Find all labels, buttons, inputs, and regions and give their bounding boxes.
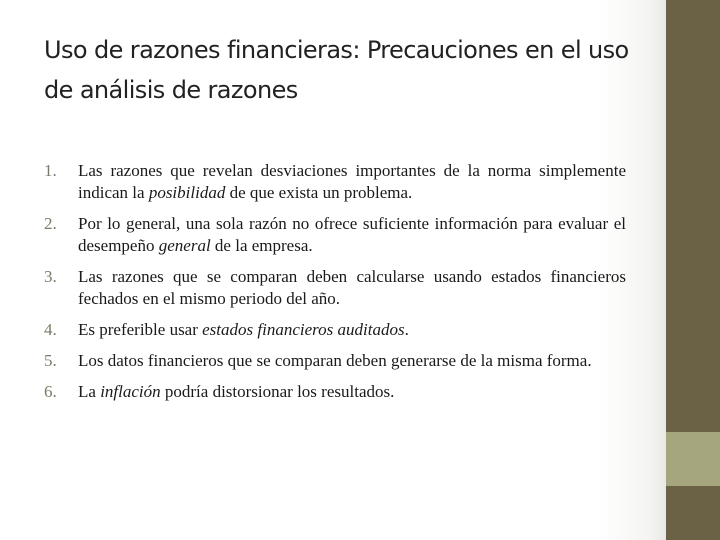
list-item-number: 3. [44, 267, 57, 286]
list-item [44, 213, 626, 257]
sidebar-accent-dark-top [666, 0, 720, 432]
sidebar-accent-dark-bottom [666, 486, 720, 540]
list-item-text: Las razones que se comparan deben calcularse usando estados financieros fechados en el mismo periodo del año. [78, 267, 626, 308]
list-item-text: La inflación podría distorsionar los resultados. [78, 382, 395, 401]
precautions-list [44, 160, 626, 412]
list-item-text: Es preferible usar estados financieros auditados. [78, 320, 409, 339]
list-item-number: 4. [44, 320, 57, 339]
list-item [44, 350, 626, 372]
slide-title: Uso de razones financieras: Precauciones en el uso de análisis de razones [44, 36, 629, 104]
list-item-number: 1. [44, 161, 57, 180]
list-item-number: 5. [44, 351, 57, 370]
list-item-text: Los datos financieros que se comparan deben generarse de la misma forma. [78, 351, 592, 370]
list-item [44, 381, 626, 403]
list-item [44, 319, 626, 341]
list-item-text: Las razones que revelan desviaciones importantes de la norma simplemente indican la posibilidad de que exista un problema. [78, 161, 626, 202]
list-item-number: 6. [44, 382, 57, 401]
list-item-text: Por lo general, una sola razón no ofrece suficiente información para evaluar el desempeño general de la empresa. [78, 214, 626, 255]
list-item [44, 266, 626, 310]
list-item-number: 2. [44, 214, 57, 233]
sidebar-accent-light [666, 432, 720, 486]
list-item [44, 160, 626, 204]
